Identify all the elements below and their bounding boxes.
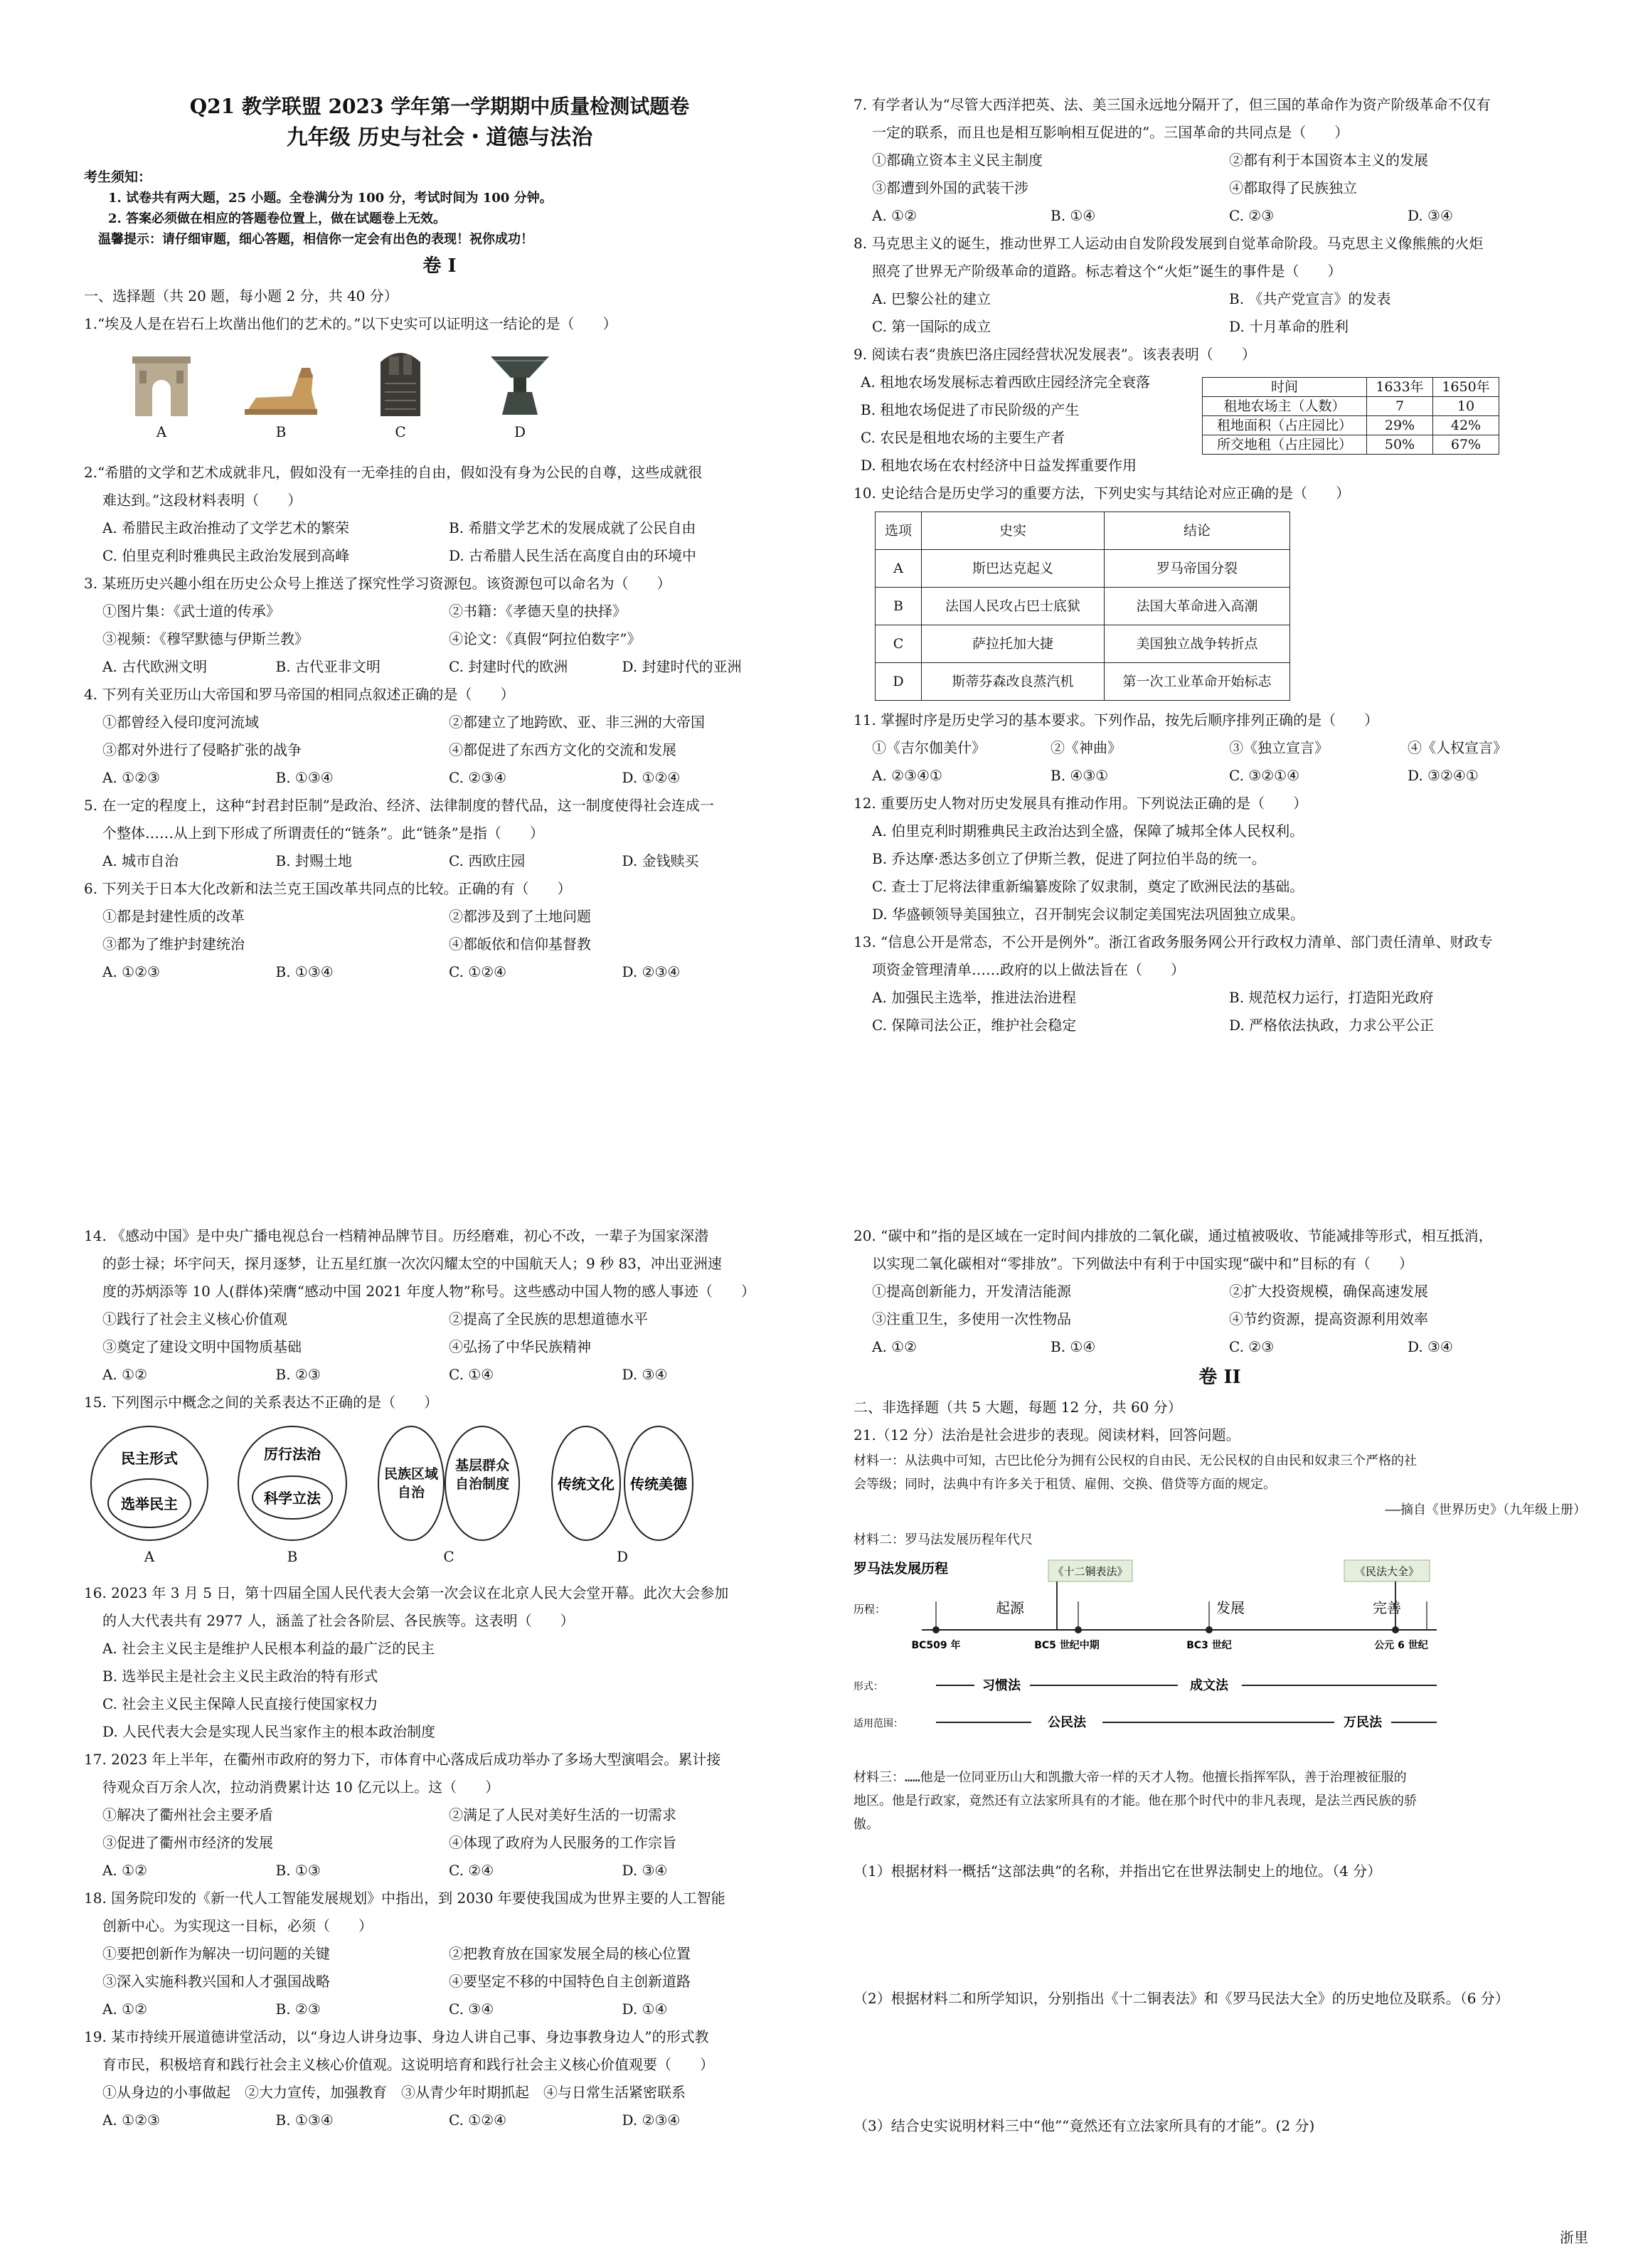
statement: ①都曾经入侵印度河流域 (102, 714, 259, 731)
diagram-text: 传统文化 (558, 1475, 615, 1493)
option-b[interactable]: B. ①③④ (275, 963, 334, 980)
question-9 (853, 341, 1586, 479)
option-d[interactable]: D. 租地农场在农村经济中日益发挥重要作用 (861, 457, 1137, 474)
option-d[interactable]: D. 金钱赎买 (622, 852, 699, 869)
sub-question-2: （2）根据材料二和所学知识，分别指出《十二铜表法》和《罗马民法大全》的历史地位及联系。（6 分） (853, 1990, 1509, 2007)
question-stem: 6. 下列关于日本大化改新和法兰克王国改革共同点的比较。正确的有（ ） (84, 880, 572, 897)
option-d[interactable]: D. ③④ (1408, 1338, 1453, 1355)
material-one: 材料一：从法典中可知，古巴比伦分为拥有公民权的自由民、无公民权的自由民和奴隶三个严格的社 (853, 1453, 1417, 1468)
option-b[interactable]: B. 《共产党宣言》的发表 (1229, 290, 1391, 307)
footer-watermark: 浙里 (1560, 2229, 1588, 2246)
notice-heading: 考生须知： (84, 169, 152, 185)
option-a[interactable]: A. 希腊民主政治推动了文学艺术的繁荣 (102, 519, 350, 536)
statement: ①图片集：《武士道的传承》 (102, 603, 280, 620)
statement: ②扩大投资规模，确保高速发展 (1229, 1283, 1428, 1300)
question-stem: 2.“希腊的文学和艺术成就非凡，假如没有一无牵挂的自由，假如没有身为公民的自尊，这些成就很 (84, 464, 703, 481)
notice-tip: 温馨提示：请仔细审题，细心答题，相信你一定会有出色的表现！祝你成功！ (98, 232, 533, 247)
statement: ①解决了衢州社会主要矛盾 (102, 1806, 273, 1823)
question-stem: 11. 掌握时序是历史学习的基本要求。下列作品，按先后顺序排列正确的是（ ） (853, 711, 1379, 728)
answer-space[interactable] (853, 1885, 1586, 1964)
option-c[interactable]: C. 伯里克利时雅典民主政治发展到高峰 (102, 547, 350, 564)
option-c[interactable]: C. 封建时代的欧洲 (449, 658, 568, 675)
question-stem: 的人大代表共有 2977 人，涵盖了社会各阶层、各民族等。这表明（ ） (102, 1612, 575, 1629)
timeline-date: 公元 6 世纪 (1374, 1640, 1428, 1651)
option-c[interactable]: C. 保障司法公正，维护社会稳定 (872, 1017, 1077, 1034)
concept-diagram-c (374, 1424, 523, 1543)
option-c[interactable]: C. ③④ (449, 2001, 494, 2018)
question-11 (853, 706, 1586, 790)
statement: ②满足了人民对美好生活的一切需求 (449, 1806, 676, 1823)
question-8 (853, 230, 1586, 341)
option-d[interactable]: D. ①②④ (622, 769, 681, 786)
notice-line: 2. 答案必须做在相应的答题卷位置上，做在试题卷上无效。 (108, 211, 447, 226)
statement: ①《吉尔伽美什》 (872, 739, 986, 756)
question-stem: 13. “信息公开是常态，不公开是例外”。浙江省政务服务网公开行政权力清单、部门责任清单、财政专 (853, 933, 1493, 950)
statement: ②提高了全民族的思想道德水平 (449, 1310, 648, 1328)
sub-question-1: （1）根据材料一概括“这部法典”的名称，并指出它在世界法制史上的地位。（4 分） (853, 1862, 1382, 1880)
timeline-date: BC5 世纪中期 (1034, 1640, 1100, 1651)
question-10 (853, 479, 1586, 701)
option-a[interactable]: A. ①② (102, 1862, 148, 1879)
table-cell[interactable]: A (876, 550, 922, 588)
table-cell: 1633年 (1367, 378, 1433, 397)
diagram-d[interactable] (548, 1424, 697, 1571)
question-1 (84, 310, 795, 446)
exam-title: Q21 教学联盟 2023 学年第一学期期中质量检测试题卷 (189, 95, 690, 118)
option-b[interactable]: B. ①③④ (275, 769, 334, 786)
timeline-date: BC509 年 (911, 1640, 961, 1651)
statement: ④都皈依和信仰基督教 (449, 936, 591, 953)
question-18 (84, 1885, 795, 2023)
statement: ③都对外进行了侵略扩张的战争 (102, 741, 302, 758)
statement: ④都促进了东西方文化的交流和发展 (449, 741, 676, 758)
option-c[interactable]: C. ①②④ (449, 2111, 507, 2129)
table-cell[interactable]: C (876, 625, 922, 663)
statement: ④要坚定不移的中国特色自主创新道路 (449, 1973, 691, 1990)
timeline-box-label: 《十二铜表法》 (1053, 1565, 1128, 1578)
table-cell: 租地农场主（人数） (1203, 397, 1367, 416)
sub-question-3: （3）结合史实说明材料三中“他”“竟然还有立法家所具有的才能”。(2 分) (853, 2117, 1315, 2134)
option-a[interactable]: A. 租地农场发展标志着西欧庄园经济完全衰落 (861, 373, 1151, 391)
timeline-date: BC3 世纪 (1186, 1640, 1232, 1651)
option-a[interactable]: A. 社会主义民主是维护人民根本利益的最广泛的民主 (102, 1640, 435, 1657)
question-stem: 一定的联系，而且也是相互影响相互促进的”。三国革命的共同点是（ ） (872, 124, 1349, 141)
material-three: 地区。他是行政家，竟然还有立法家所具有的才能。他在那个时代中的非凡表现，是法兰西民族的骄 (853, 1793, 1417, 1808)
option-b[interactable]: B. ④③① (1051, 767, 1109, 784)
table-cell: 1650年 (1433, 378, 1499, 397)
timeline-row-label: 历程： (853, 1603, 886, 1616)
right-column-bottom (853, 1222, 1586, 2140)
question-16 (84, 1579, 795, 1746)
option-d[interactable]: D. ②③④ (622, 963, 681, 980)
question-stem: 15. 下列图示中概念之间的关系表达不正确的是（ ） (84, 1394, 439, 1411)
option-a[interactable]: A. 古代欧洲文明 (102, 658, 208, 675)
table-cell: 罗马帝国分裂 (1105, 550, 1290, 588)
statement: ③视频：《穆罕默德与伊斯兰教》 (102, 630, 309, 647)
option-d[interactable]: D. ③④ (1408, 207, 1453, 224)
statement: ①践行了社会主义核心价值观 (102, 1310, 287, 1328)
bronze-vessel-icon (488, 346, 552, 418)
section-heading: 二、非选择题（共 5 大题，每题 12 分，共 60 分） (853, 1399, 1182, 1416)
section-heading: 一、选择题（共 20 题，每小题 2 分，共 40 分） (84, 287, 398, 304)
table-cell: 67% (1433, 435, 1499, 455)
option-b[interactable]: B. 乔达摩·悉达多创立了伊斯兰教，促进了阿拉伯半岛的统一。 (872, 850, 1266, 867)
option-c[interactable]: C. ②③④ (449, 769, 507, 786)
table-cell: 时间 (1203, 378, 1367, 397)
timeline-point (1392, 1626, 1399, 1633)
question-19 (84, 2023, 795, 2134)
statement: ③都为了维护封建统治 (102, 936, 245, 953)
option-c[interactable]: C. 社会主义民主保障人民直接行使国家权力 (102, 1695, 378, 1712)
diagram-b[interactable] (235, 1424, 350, 1571)
statement: ①都确立资本主义民主制度 (872, 152, 1043, 169)
option-b[interactable]: B. 选举民主是社会主义民主政治的特有形式 (102, 1668, 378, 1685)
statement: ④论文：《真假“阿拉伯数字”》 (449, 630, 642, 647)
volume-two-label: 卷 II (1198, 1367, 1241, 1388)
statement: ③都遭到外国的武装干涉 (872, 179, 1028, 196)
option-a[interactable]: A. ①② (102, 2001, 148, 2018)
option-a[interactable]: A. 巴黎公社的建立 (872, 290, 991, 307)
option-d[interactable]: D. 古希腊人民生活在高度自由的环境中 (449, 547, 697, 564)
option-b[interactable]: B. ②③ (275, 2001, 321, 2018)
diagram-text: 民族区域自治 (384, 1466, 438, 1500)
concept-diagram-b (235, 1424, 350, 1543)
question-stem: 5. 在一定的程度上，这种“封君封臣制”是政治、经济、法律制度的替代品，这一制度使得社会连成一 (84, 797, 714, 814)
option-b[interactable]: B. 封赐土地 (275, 852, 352, 869)
history-conclusion-table (875, 512, 1290, 701)
option-c[interactable]: C. ①②④ (449, 963, 507, 980)
question-stem: 14. 《感动中国》是中央广播电视总台一档精神品牌节目。历经磨难，初心不改，一辈子为国家深潜 (84, 1227, 709, 1244)
question-stem: 4. 下列有关亚历山大帝国和罗马帝国的相同点叙述正确的是（ ） (84, 686, 515, 703)
option-c[interactable]: C. ③②①④ (1229, 767, 1300, 784)
diagram-a[interactable] (88, 1424, 211, 1571)
question-stem: 待观众百万余人次，拉动消费累计达 10 亿元以上。这（ ） (102, 1779, 500, 1796)
statement: ④弘扬了中华民族精神 (449, 1338, 591, 1355)
concept-diagram-a (88, 1424, 211, 1543)
table-cell: 法国人民攻占巴士底狱 (922, 588, 1105, 625)
question-21 (853, 1421, 1586, 2140)
table-cell: 斯蒂芬森改良蒸汽机 (922, 663, 1105, 701)
question-stem: 1.“埃及人是在岩石上坎凿出他们的艺术的。”以下史实可以证明这一结论的是（ ） (84, 315, 617, 332)
question-stem: 8. 马克思主义的诞生，推动世界工人运动由自发阶段发展到自觉革命阶段。马克思主义像熊熊的火炬 (853, 235, 1484, 252)
timeline-stage: 完善 (1373, 1599, 1401, 1616)
table-cell: 第一次工业革命开始标志 (1105, 663, 1290, 701)
option-image-d[interactable] (481, 346, 559, 446)
question-stem: 创新中心。为实现这一目标，必须（ ） (102, 1917, 373, 1934)
option-c[interactable]: C. 农民是租地农场的主要生产者 (861, 429, 1065, 446)
question-stem: 16. 2023 年 3 月 5 日，第十四届全国人民代表大会第一次会议在北京人民大会堂开幕。此次大会参加 (84, 1584, 729, 1601)
question-20 (853, 1222, 1586, 1361)
material-source: ——摘自《世界历史》（九年级上册） (1385, 1503, 1586, 1517)
statement: ③《独立宣言》 (1229, 739, 1329, 756)
option-b[interactable]: B. 希腊文学艺术的发展成就了公民自由 (449, 519, 696, 536)
statement: ④体现了政府为人民服务的工作宗旨 (449, 1834, 676, 1851)
question-stem: 的彭士禄；坏宇问天，探月逐梦，让五星红旗一次次闪耀太空的中国航天人；9 秒 83，冲出亚洲速 (102, 1255, 722, 1272)
statement: ②都涉及到了土地问题 (449, 908, 591, 925)
table-cell: 29% (1367, 416, 1433, 435)
timeline-stage: 起源 (996, 1599, 1024, 1616)
question-stem: 9. 阅读右表“贵族巴洛庄园经营状况发展表”。该表表明（ ） (853, 346, 1256, 363)
timeline-box-label: 《民法大全》 (1354, 1565, 1420, 1578)
question-stem: 项资金管理清单……政府的以上做法旨在（ ） (872, 961, 1185, 978)
option-d[interactable]: D. 十月革命的胜利 (1229, 318, 1349, 335)
statement: ①提高创新能力，开发清洁能源 (872, 1283, 1071, 1300)
question-3 (84, 570, 795, 681)
statement: ④节约资源，提高资源利用效率 (1229, 1310, 1428, 1328)
option-a[interactable]: A. ①②③ (102, 769, 160, 786)
timeline-scope: 公民法 (1048, 1715, 1086, 1730)
timeline-title: 罗马法发展历程 (853, 1561, 949, 1577)
exam-subtitle: 九年级 历史与社会・道德与法治 (286, 125, 593, 150)
question-13 (853, 928, 1586, 1039)
diagram-text: 民主形式 (121, 1450, 178, 1467)
option-d[interactable]: D. 封建时代的亚洲 (622, 658, 742, 675)
roman-law-timeline (853, 1559, 1479, 1751)
question-7 (853, 91, 1586, 230)
option-d[interactable]: D. ③④ (622, 1862, 668, 1879)
table-cell: 选项 (876, 512, 922, 550)
hammurabi-stele-icon (372, 346, 429, 418)
diagram-text: 选举民主 (121, 1495, 178, 1512)
table-cell: 斯巴达克起义 (922, 550, 1105, 588)
option-d[interactable]: D. 严格依法执政，力求公平公正 (1229, 1017, 1435, 1034)
statement: ①要把创新作为解决一切问题的关键 (102, 1945, 330, 1962)
option-a[interactable]: A. 加强民主选举，推进法治进程 (872, 989, 1077, 1006)
timeline-form: 成文法 (1190, 1678, 1228, 1693)
timeline-form: 习惯法 (982, 1678, 1021, 1693)
manor-table (1202, 377, 1499, 455)
option-a[interactable]: A. ②③④① (872, 767, 942, 784)
option-b[interactable]: B. 租地农场促进了市民阶级的产生 (861, 401, 1080, 418)
table-cell: 租地面积（占庄园比） (1203, 416, 1367, 435)
option-c[interactable]: C. 第一国际的成立 (872, 318, 991, 335)
option-b[interactable]: B. 规范权力运行，打造阳光政府 (1229, 989, 1434, 1006)
option-label: B (275, 423, 287, 440)
statement: ②《神曲》 (1051, 739, 1122, 756)
table-cell: 10 (1433, 397, 1499, 416)
diagram-text: 厉行法治 (264, 1446, 321, 1463)
statement: ②书籍：《孝德天皇的抉择》 (449, 603, 627, 620)
question-5 (84, 792, 795, 875)
material-two-label: 材料二：罗马法发展历程年代尺 (853, 1532, 1033, 1547)
option-b[interactable]: B. ①③④ (275, 2111, 334, 2129)
question-15 (84, 1389, 795, 1571)
table-cell: 萨拉托加大捷 (922, 625, 1105, 663)
statement: ③奠定了建设文明中国物质基础 (102, 1338, 302, 1355)
question-stem: 3. 某班历史兴趣小组在历史公众号上推送了探究性学习资源包。该资源包可以命名为（ ） (84, 575, 671, 592)
question-stem: 7. 有学者认为“尽管大西洋把英、法、美三国永远地分隔开了，但三国的革命作为资产阶级革命不仅有 (853, 96, 1491, 113)
question-stem: 20. “碳中和”指的是区域在一定时间内排放的二氧化碳，通过植被吸收、节能减排等形式，相互抵消， (853, 1227, 1493, 1244)
diagram-text: 传统美德 (630, 1475, 687, 1493)
right-column-top (853, 91, 1586, 1039)
statements: ①从身边的小事做起 ②大力宣传，加强教育 ③从青少年时期抓起 ④与日常生活紧密联系 (102, 2084, 686, 2101)
material-three: 傲。 (853, 1817, 879, 1832)
option-a[interactable]: A. 城市自治 (102, 852, 179, 869)
option-a[interactable]: A. ①②③ (102, 2111, 160, 2129)
table-cell: 美国独立战争转折点 (1105, 625, 1290, 663)
timeline-point (1075, 1626, 1082, 1633)
question-stem: 以实现二氧化碳相对“零排放”。下列做法中有利于中国实现“碳中和”目标的有（ ） (872, 1255, 1413, 1272)
question-14 (84, 1222, 795, 1389)
diagram-text: 科学立法 (264, 1490, 321, 1507)
option-d[interactable]: D. ①④ (622, 2001, 668, 2018)
option-image-a[interactable] (122, 346, 201, 446)
timeline-stage: 发展 (1216, 1599, 1245, 1616)
question-stem: 21.（12 分）法治是社会进步的表现。阅读材料，回答问题。 (853, 1426, 1240, 1443)
left-column-bottom (84, 1222, 795, 2134)
question-stem: 10. 史论结合是历史学习的重要方法，下列史实与其结论对应正确的是（ ） (853, 484, 1351, 502)
option-a[interactable]: A. ①② (102, 1366, 148, 1383)
table-cell: 结论 (1105, 512, 1290, 550)
statement: ③促进了衢州市经济的发展 (102, 1834, 273, 1851)
timeline-point (932, 1626, 940, 1633)
option-a[interactable]: A. ①② (872, 1338, 918, 1355)
option-c[interactable]: C. ②③ (1229, 207, 1275, 224)
table-cell: 50% (1367, 435, 1433, 455)
timeline-point (1206, 1626, 1213, 1633)
diagram-text: 基层群众自治制度 (454, 1458, 509, 1492)
question-stem: 个整体……从上到下形成了所谓责任的“链条”。此“链条”是指（ ） (102, 825, 544, 842)
statement: ②都有利于本国资本主义的发展 (1229, 152, 1428, 169)
option-c[interactable]: C. ①④ (449, 1366, 494, 1383)
table-cell[interactable]: B (876, 588, 922, 625)
option-d[interactable]: D. ②③④ (622, 2111, 681, 2129)
statement: ④《人权宣言》 (1408, 739, 1507, 756)
option-label: D (514, 423, 526, 440)
option-d[interactable]: D. 人民代表大会是实现人民当家作主的根本政治制度 (102, 1723, 436, 1740)
volume-one-label: 卷 I (422, 255, 457, 277)
option-label: C (395, 423, 406, 440)
notice-line: 1. 试卷共有两大题，25 小题。全卷满分为 100 分，考试时间为 100 分钟。 (108, 191, 553, 206)
timeline-row-label: 形式： (853, 1681, 883, 1692)
option-label: B (287, 1548, 298, 1565)
question-12 (853, 790, 1586, 928)
question-1-images (84, 346, 795, 446)
question-stem: 12. 重要历史人物对历史发展具有推动作用。下列说法正确的是（ ） (853, 795, 1308, 812)
option-c[interactable]: C. ②③ (1229, 1338, 1275, 1355)
option-d[interactable]: D. 华盛顿领导美国独立，召开制宪会议制定美国宪法巩固独立成果。 (872, 906, 1305, 923)
table-cell: 法国大革命进入高潮 (1105, 588, 1290, 625)
timeline-scope: 万民法 (1344, 1715, 1382, 1730)
option-d[interactable]: D. ③②④① (1408, 767, 1479, 784)
option-a[interactable]: A. ①②③ (102, 963, 160, 980)
material-three: 材料三：……他是一位同亚历山大和凯撒大帝一样的天才人物。他擅长指挥军队，善于治理被征服的 (853, 1770, 1407, 1785)
material-one: 会等级；同时，法典中有许多关于租赁、雇佣、交换、借贷等方面的规定。 (853, 1477, 1276, 1492)
sphinx-icon (242, 346, 320, 418)
option-label: A (156, 423, 167, 440)
question-6 (84, 875, 795, 986)
option-b[interactable]: B. ①④ (1051, 1338, 1096, 1355)
arch-of-triumph-icon (129, 346, 193, 418)
timeline-row-label: 适用范围： (853, 1718, 903, 1729)
option-a[interactable]: A. ①② (872, 207, 918, 224)
option-b[interactable]: B. 古代亚非文明 (275, 658, 381, 675)
option-label: C (443, 1548, 454, 1565)
statement: ②都建立了地跨欧、亚、非三洲的大帝国 (449, 714, 705, 731)
statement: ①都是封建性质的改革 (102, 908, 245, 925)
option-b[interactable]: B. ②③ (275, 1366, 321, 1383)
option-d[interactable]: D. ③④ (622, 1366, 668, 1383)
diagram-c[interactable] (374, 1424, 523, 1571)
question-stem: 照亮了世界无产阶级革命的道路。标志着这个“火炬”诞生的事件是（ ） (872, 263, 1342, 280)
option-image-b[interactable] (242, 346, 320, 446)
question-stem: 度的苏炳添等 10 人(群体)荣膺“感动中国 2021 年度人物”称号。这些感动中国人物的感人事迹（ ） (102, 1283, 755, 1300)
statement: ②把教育放在国家发展全局的核心位置 (449, 1945, 691, 1962)
question-4 (84, 681, 795, 792)
concept-diagrams (84, 1424, 795, 1571)
option-image-c[interactable] (361, 346, 440, 446)
statement: ③深入实施科教兴国和人才强国战略 (102, 1973, 330, 1990)
question-17 (84, 1746, 795, 1885)
question-2 (84, 459, 795, 570)
table-cell: 42% (1433, 416, 1499, 435)
answer-space[interactable] (853, 2013, 1586, 2091)
option-c[interactable]: C. 西欧庄园 (449, 852, 526, 869)
option-label: A (144, 1548, 155, 1565)
statement: ③注重卫生，多使用一次性物品 (872, 1310, 1071, 1328)
option-a[interactable]: A. 伯里克利时期雅典民主政治达到全盛，保障了城邦全体人民权利。 (872, 822, 1304, 839)
question-stem: 18. 国务院印发的《新一代人工智能发展规划》中指出，到 2030 年要使我国成为世界主要的人工智能 (84, 1890, 725, 1907)
table-cell: 7 (1367, 397, 1433, 416)
option-c[interactable]: C. 查士丁尼将法律重新编纂废除了奴隶制，奠定了欧洲民法的基础。 (872, 878, 1304, 895)
option-c[interactable]: C. ②④ (449, 1862, 494, 1879)
option-label: D (616, 1548, 629, 1565)
statement: ④都取得了民族独立 (1229, 179, 1357, 196)
left-column-top (84, 91, 795, 986)
question-stem: 难达到。”这段材料表明（ ） (102, 492, 302, 509)
question-stem: 17. 2023 年上半年，在衢州市政府的努力下，市体育中心落成后成功举办了多场大型演唱会。累计接 (84, 1751, 721, 1768)
table-cell: 史实 (922, 512, 1105, 550)
table-cell[interactable]: D (876, 663, 922, 701)
concept-diagram-d (548, 1424, 697, 1543)
question-stem: 19. 某市持续开展道德讲堂活动，以“身边人讲身边事、身边人讲自己事、身边事教身边人”的形式教 (84, 2028, 709, 2045)
question-stem: 育市民，积极培育和践行社会主义核心价值观。这说明培育和践行社会主义核心价值观要（ ） (102, 2056, 714, 2073)
table-cell: 所交地租（占庄园比） (1203, 435, 1367, 455)
option-b[interactable]: B. ①③ (275, 1862, 321, 1879)
option-b[interactable]: B. ①④ (1051, 207, 1096, 224)
